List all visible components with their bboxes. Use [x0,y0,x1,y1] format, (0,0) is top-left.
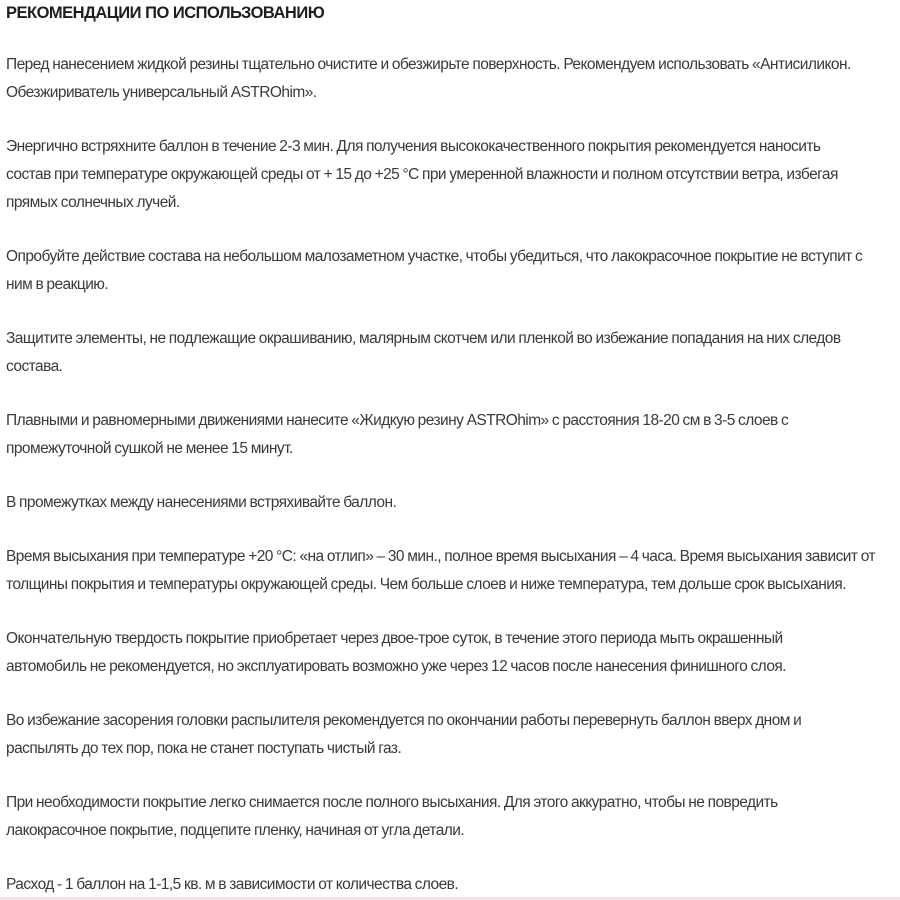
paragraph-consumption: Расход - 1 баллон на 1-1,5 кв. м в зависимости от количества слоев. [6,876,459,893]
paragraph-shake-between-coats: В промежутках между нанесениями встряхивайте баллон. [6,494,397,511]
section-heading: РЕКОМЕНДАЦИИ ПО ИСПОЛЬЗОВАНИЮ [6,4,325,22]
paragraph-shake-and-conditions: Энергично встряхните баллон в течение 2-3 мин. Для получения высококачественного покрытия рекомендуется наносить состав при температуре окружающей среды от + 15 до +25 °С при умеренной влажности и полном отсутствии ветра, избегая прямых солнечных лучей. [6,138,838,211]
paragraph-drying-time: Время высыхания при температуре +20 °С: «на отлип» – 30 мин., полное время высыхания – 4 часа. Время высыхания зависит от толщины покрытия и температуры окружающей среды. Чем больше слоев и ниже температура, тем дольше срок высыхания. [6,548,875,593]
paragraph-surface-preparation: Перед нанесением жидкой резины тщательно очистите и обезжирьте поверхность. Рекомендуем использовать «Антисиликон. Обезжириватель универсальный ASTROhim». [6,56,851,101]
paragraph-application: Плавными и равномерными движениями нанесите «Жидкую резину ASTROhim» с расстояния 18-20 см в 3-5 слоев с промежуточной сушкой не менее 15 минут. [6,412,789,457]
paragraph-test-area: Опробуйте действие состава на небольшом малозаметном участке, чтобы убедиться, что лакокрасочное покрытие не вступит с ним в реакцию. [6,248,863,293]
paragraph-final-hardness: Окончательную твердость покрытие приобретает через двое-трое суток, в течение этого периода мыть окрашенный автомобиль не рекомендуется, но эксплуатировать возможно уже через 12 часов после нанесения финишного слоя. [6,630,786,675]
paragraph-masking: Защитите элементы, не подлежащие окрашиванию, малярным скотчем или пленкой во избежание попадания на них следов состава. [6,330,841,375]
paragraph-nozzle-cleaning: Во избежание засорения головки распылителя рекомендуется по окончании работы перевернуть баллон вверх дном и распылять до тех пор, пока не станет поступать чистый газ. [6,712,802,757]
paragraph-removal: При необходимости покрытие легко снимается после полного высыхания. Для этого аккуратно, чтобы не повредить лакокрасочное покрытие, подцепите пленку, начиная от угла детали. [6,794,778,839]
